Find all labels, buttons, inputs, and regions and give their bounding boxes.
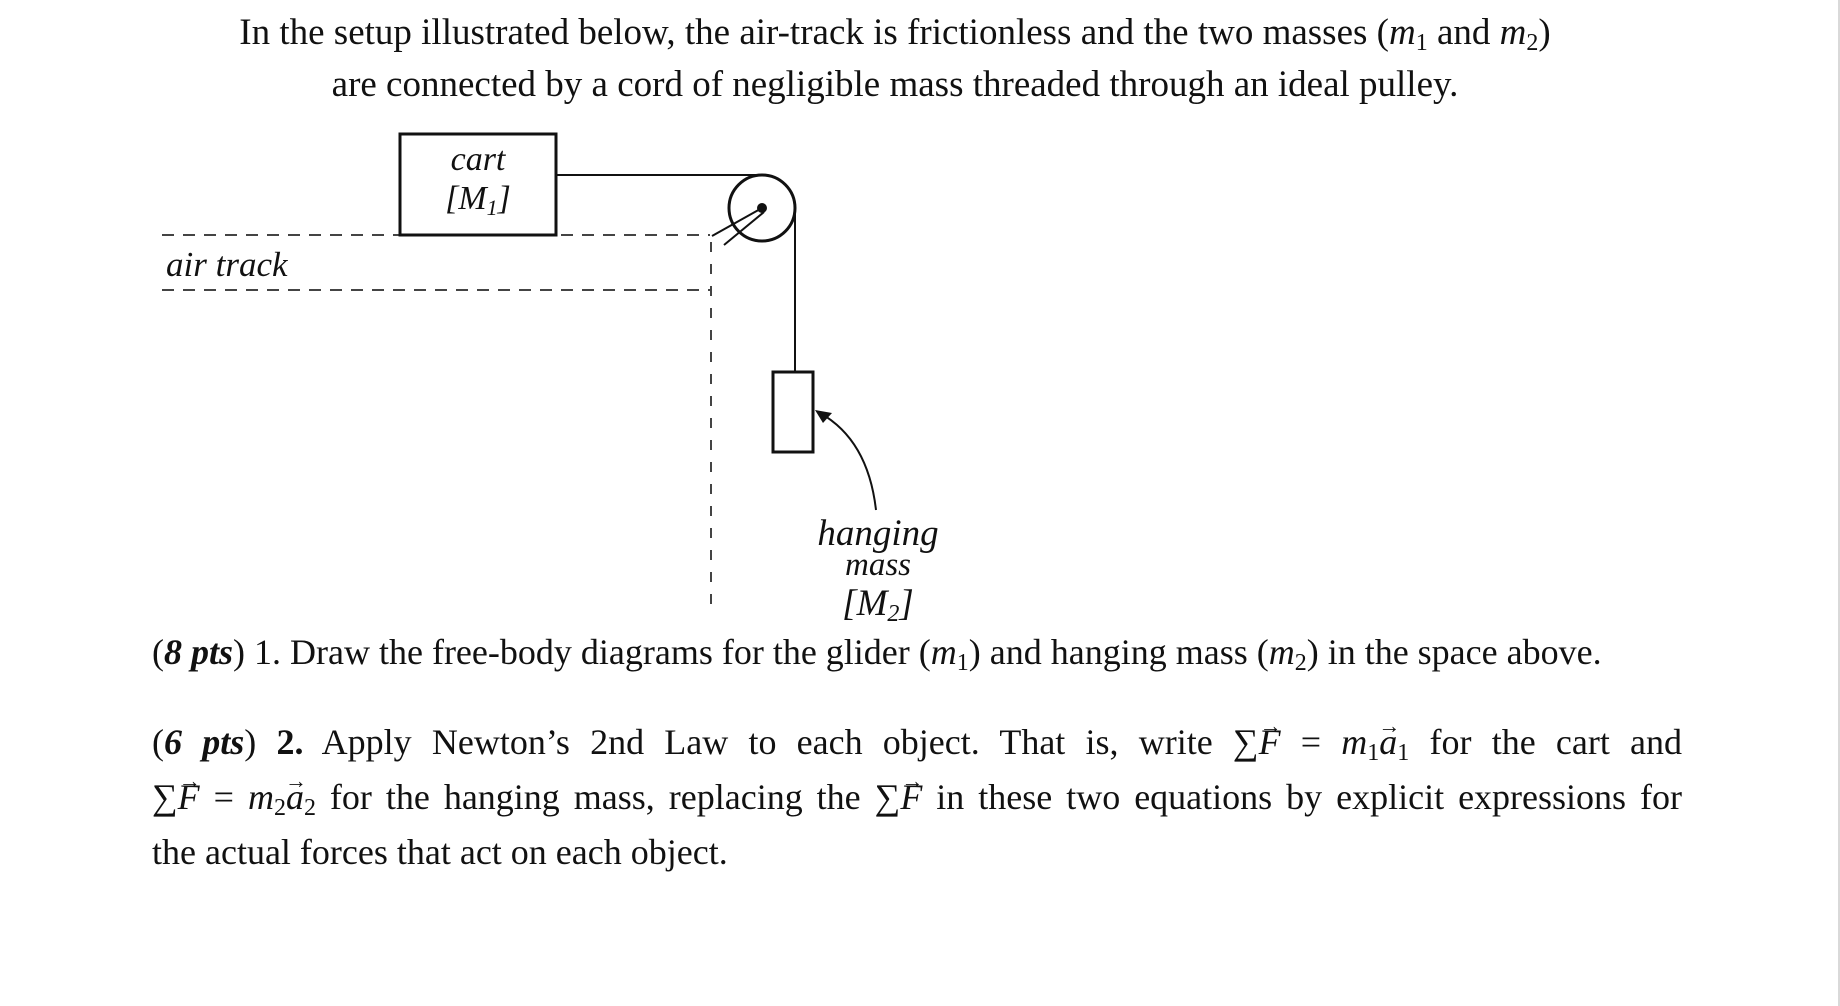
mass-symbol-2: m: [247, 777, 274, 817]
question-1-points: 8 pts: [164, 632, 234, 672]
cart-mass-text: [M: [445, 180, 487, 217]
hanging-mass-close: ]: [899, 583, 914, 624]
hanging-label-line2: mass: [844, 547, 912, 583]
intro-line-2: are connected by a cord of negligible mass threaded through an ideal pulley.: [331, 64, 1459, 105]
q1-symbol-m2-sub: 2: [1294, 650, 1307, 676]
accel-sub-2: 2: [303, 795, 316, 821]
question-1-text-b: ) and hanging mass (: [968, 632, 1269, 672]
sum-symbol: ∑: [1232, 722, 1259, 762]
force-vector-3: → F: [900, 775, 922, 819]
mass-sub-1: 1: [1367, 740, 1380, 766]
symbol-m1: m: [1388, 12, 1416, 53]
cart-mass-label: [445, 180, 511, 220]
air-track-label: air track: [166, 245, 288, 284]
q1-symbol-m2: m: [1268, 632, 1295, 672]
question-2-line-1: (6 pts) 2. Apply Newton’s 2nd Law to each object. That is, write ∑→ $F = m_1\to a_1$ for the cart and: [152, 720, 1682, 775]
hanging-mass-label: [842, 583, 914, 627]
symbol-m1-sub: 1: [1415, 30, 1428, 56]
sum-symbol-3: ∑: [874, 777, 901, 817]
symbol-m2-sub: 2: [1526, 30, 1539, 56]
pulley-diagram: [0, 110, 1840, 630]
acceleration-vector-2: → a: [286, 775, 304, 819]
question-1-text-c: ) in the space above.: [1306, 632, 1602, 672]
question-2-line-2: [152, 775, 1682, 830]
q1-symbol-m1: m: [930, 632, 957, 672]
label-pointer-arrowhead: [815, 410, 832, 423]
question-2-points: 6 pts: [164, 722, 245, 762]
sum-symbol-2: ∑: [152, 777, 178, 817]
hanging-label-line1: hanging: [817, 513, 939, 554]
hanging-mass-subscript: 2: [887, 601, 900, 627]
force-vector-2: → F: [178, 775, 200, 819]
intro-and: and: [1427, 12, 1500, 53]
force-vector: → F: [1259, 720, 1281, 764]
cart-mass-subscript: 1: [486, 195, 498, 220]
question-2-number: 2.: [256, 722, 304, 762]
question-2: [152, 720, 1682, 874]
mass-sub-2: 2: [273, 795, 286, 821]
accel-sub-1: 1: [1397, 740, 1410, 766]
pulley-axle: [757, 203, 767, 213]
intro-line-1: [150, 12, 1640, 64]
question-1: (8 pts) 1. Draw the free-body diagrams for the glider $(m_1)$ and hanging mass $(m_2)$ in the space above.: [152, 632, 1602, 676]
cart-mass-close: ]: [497, 180, 511, 217]
hanging-mass-box: [773, 372, 813, 452]
cart-label: cart: [450, 141, 506, 178]
equals-sign-2: =: [199, 777, 248, 817]
equals-sign: =: [1280, 722, 1342, 762]
question-1-text-a: 1. Draw the free-body diagrams for the glider (: [245, 632, 931, 672]
question-2-text-b: for the cart and: [1409, 722, 1683, 762]
intro-close-paren: ): [1538, 12, 1551, 53]
symbol-m2: m: [1499, 12, 1527, 53]
mass-symbol: m: [1341, 722, 1368, 762]
label-pointer-arrow: [820, 413, 876, 510]
acceleration-vector: → a: [1379, 720, 1397, 764]
intro-text-a: In the setup illustrated below, the air-track is frictionless and the two masses (: [239, 12, 1389, 53]
question-2-text-c: for the hanging mass, replacing the: [315, 777, 875, 817]
problem-intro: [150, 12, 1640, 106]
hanging-mass-text: [M: [842, 583, 888, 624]
question-2-text-a: Apply Newton’s 2nd Law to each object. That is, write: [303, 722, 1233, 762]
q1-symbol-m1-sub: 1: [956, 650, 969, 676]
question-2-text-d: in these two equations by explicit expressions for: [922, 777, 1682, 817]
question-2-line-3: the actual forces that act on each object.: [152, 832, 728, 872]
